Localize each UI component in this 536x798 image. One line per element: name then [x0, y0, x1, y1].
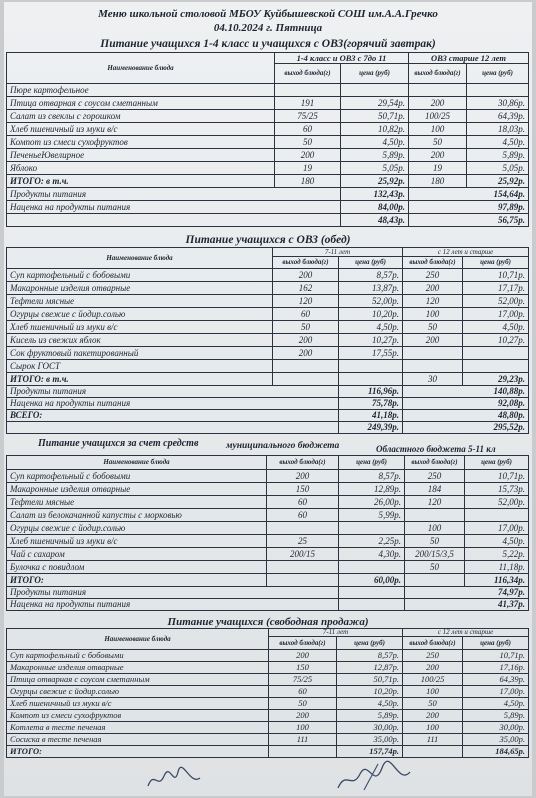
portion-value-2: 200	[403, 662, 463, 674]
portion-value-2: 250	[403, 650, 463, 662]
portion-value	[267, 574, 339, 587]
portion-value: 60	[267, 509, 339, 522]
summary-label	[7, 214, 341, 227]
summary-value-2: 154,64р.	[409, 188, 529, 201]
portion-value-2: 180	[409, 175, 467, 188]
summary-label: ВСЕГО:	[7, 410, 339, 422]
dish-name: Салат из свеклы с горошком	[7, 110, 275, 123]
free-sale-title: Питание учащихся (свободная продажа)	[167, 616, 369, 628]
table-row	[7, 97, 529, 110]
portion-value	[275, 84, 341, 97]
breakfast-rows	[7, 84, 529, 188]
portion-value: 100	[269, 722, 337, 734]
table-row	[7, 548, 529, 561]
summary-value-2: 92,08р.	[403, 398, 529, 410]
summary-value-2: 97,89р.	[409, 201, 529, 214]
portion-value: 191	[275, 97, 341, 110]
dish-name: Огурцы свежие с йодир.солью	[7, 686, 269, 698]
table-row	[7, 746, 529, 758]
price-value-2	[463, 360, 529, 373]
breakfast-col-out-2: выход блюда(г)	[409, 64, 467, 84]
price-value: 4,30р.	[339, 548, 405, 561]
price-value-2: 29,23р.	[463, 373, 529, 386]
breakfast-col-price: цена (руб)	[341, 64, 409, 84]
signature-left	[144, 764, 204, 794]
table-row	[7, 674, 529, 686]
summary-label: Продукты питания	[7, 188, 341, 201]
dish-name: ИТОГО: в т.ч.	[7, 373, 273, 386]
portion-value-2: 50	[405, 535, 465, 548]
price-value-2: 5,89р.	[463, 710, 529, 722]
portion-value-2: 120	[405, 496, 465, 509]
lunch-summary	[7, 386, 529, 434]
portion-value: 50	[269, 698, 337, 710]
portion-value-2: 100	[403, 686, 463, 698]
dish-name: Суп картофельный с бобовыми	[7, 470, 267, 483]
price-value-2: 17,17р.	[463, 282, 529, 295]
dish-name: Суп картофельный с бобовыми	[7, 650, 269, 662]
lunch-title: Питание учащихся с ОВЗ (обед)	[185, 234, 351, 246]
price-value: 13,87р.	[339, 282, 403, 295]
portion-value-2: 19	[409, 162, 467, 175]
summary-label: Наценка на продукты питания	[7, 201, 341, 214]
price-value	[339, 360, 403, 373]
summary-label: Продукты питания	[7, 386, 339, 398]
dish-name: Компот из смеси сухофруктов	[7, 710, 269, 722]
price-value: 10,27р.	[339, 334, 403, 347]
portion-value-2: 30	[403, 373, 463, 386]
free-sale-rows	[7, 650, 529, 758]
free-sale-col-price-2: цена (руб)	[463, 637, 529, 650]
portion-value: 60	[269, 686, 337, 698]
free-sale-group-left: 7-11 лет	[269, 629, 403, 637]
price-value-2: 52,00р.	[465, 496, 529, 509]
municipal-col-out-2: выход блюда(г)	[405, 456, 465, 470]
lunch-col-out: выход блюда(г)	[273, 257, 339, 269]
price-value-2: 30,86р.	[467, 97, 529, 110]
price-value: 50,71р.	[337, 674, 403, 686]
portion-value-2: 100	[403, 722, 463, 734]
municipal-table	[6, 455, 529, 611]
price-value: 52,00р.	[339, 295, 403, 308]
lunch-group-left: 7-11 лет	[273, 248, 403, 257]
portion-value	[267, 561, 339, 574]
price-value-2	[463, 347, 529, 360]
summary-label: Наценка на продукты питания	[7, 599, 339, 611]
dish-name: Птица отварная с соусом сметанным	[7, 97, 275, 110]
price-value-2: 35,00р.	[463, 734, 529, 746]
table-row	[7, 162, 529, 175]
breakfast-col-price-2: цена (руб)	[467, 64, 529, 84]
lunch-col-name: Наименование блюда	[7, 248, 273, 269]
portion-value-2: 250	[403, 269, 463, 282]
free-sale-col-out: выход блюда(г)	[269, 637, 337, 650]
price-value-2: 4,50р.	[467, 136, 529, 149]
portion-value: 25	[267, 535, 339, 548]
dish-name: Хлеб пшеничный из муки в/с	[7, 535, 267, 548]
portion-value-2: 100/25	[403, 674, 463, 686]
price-value: 29,54р.	[341, 97, 409, 110]
table-row	[7, 321, 529, 334]
portion-value	[273, 373, 339, 386]
dish-name: Кисель из свежих яблок	[7, 334, 273, 347]
price-value: 12,87р.	[337, 662, 403, 674]
portion-value	[269, 746, 337, 758]
summary-value: 249,39р.	[339, 422, 403, 434]
breakfast-group-right: ОВЗ старше 12 лет	[409, 53, 529, 64]
price-value-2: 5,89р.	[467, 149, 529, 162]
municipal-title-mid: муниципального бюджета	[226, 441, 340, 451]
breakfast-title: Питание учащихся 1-4 класс и учащихся с ОВЗ(горячий завтрак)	[100, 38, 436, 50]
price-value-2: 4,50р.	[463, 321, 529, 334]
table-row	[7, 373, 529, 386]
portion-value: 75/25	[269, 674, 337, 686]
price-value-2: 4,50р.	[463, 698, 529, 710]
table-row	[7, 123, 529, 136]
table-row	[7, 282, 529, 295]
menu-title: Меню школьной столовой МБОУ Куйбышевской СОШ им.А.А.Гречко	[98, 8, 438, 20]
portion-value	[267, 522, 339, 535]
summary-value-2: 295,52р.	[403, 422, 529, 434]
portion-value-2: 200	[409, 149, 467, 162]
table-row	[7, 561, 529, 574]
summary-value: 48,43р.	[341, 214, 409, 227]
dish-name: Макаронные изделия отварные	[7, 282, 273, 295]
dish-name: Огурцы свежие с йодир.солью	[7, 308, 273, 321]
table-row	[7, 110, 529, 123]
table-row	[7, 509, 529, 522]
price-value-2: 17,00р.	[465, 522, 529, 535]
portion-value: 111	[269, 734, 337, 746]
price-value-2: 18,03р.	[467, 123, 529, 136]
price-value: 10,20р.	[337, 686, 403, 698]
portion-value: 200/15	[267, 548, 339, 561]
price-value: 5,99р.	[339, 509, 405, 522]
price-value: 8,57р.	[337, 650, 403, 662]
price-value-2: 10,71р.	[465, 470, 529, 483]
dish-name: Сок фруктовый пакетированный	[7, 347, 273, 360]
table-row	[7, 175, 529, 188]
portion-value-2: 50	[409, 136, 467, 149]
table-row	[7, 650, 529, 662]
signature-right	[334, 760, 414, 794]
municipal-col-name: Наименование блюда	[7, 456, 267, 470]
table-row	[7, 496, 529, 509]
portion-value: 75/25	[275, 110, 341, 123]
portion-value-2: 250	[405, 470, 465, 483]
price-value	[341, 84, 409, 97]
summary-row	[7, 386, 529, 398]
portion-value-2: 50	[405, 561, 465, 574]
dish-name: ПеченьеЮвелирное	[7, 149, 275, 162]
portion-value: 60	[267, 496, 339, 509]
price-value-2: 30,00р.	[463, 722, 529, 734]
lunch-col-price: цена (руб)	[339, 257, 403, 269]
summary-row	[7, 398, 529, 410]
dish-name: Булочка с повидлом	[7, 561, 267, 574]
free-sale-col-name: Наименование блюда	[7, 629, 269, 650]
breakfast-group-left: 1-4 класс и ОВЗ с 7до 11	[275, 53, 409, 64]
municipal-col-out: выход блюда(г)	[267, 456, 339, 470]
price-value: 5,89р.	[337, 710, 403, 722]
portion-value: 19	[275, 162, 341, 175]
dish-name: Хлеб пшеничный из муки в/с	[7, 123, 275, 136]
free-sale-group-right: с 12 лет и старше	[403, 629, 529, 637]
price-value	[339, 522, 405, 535]
portion-value-2	[403, 347, 463, 360]
portion-value: 60	[273, 308, 339, 321]
free-sale-col-out-2: выход блюда(г)	[403, 637, 463, 650]
portion-value: 150	[267, 483, 339, 496]
price-value-2: 64,39р.	[463, 674, 529, 686]
dish-name: Котлета в тесте печеная	[7, 722, 269, 734]
price-value: 26,00р.	[339, 496, 405, 509]
portion-value-2	[403, 746, 463, 758]
price-value: 4,50р.	[337, 698, 403, 710]
price-value-2: 10,27р.	[463, 334, 529, 347]
dish-name: Макаронные изделия отварные	[7, 662, 269, 674]
portion-value-2: 50	[403, 698, 463, 710]
table-row	[7, 662, 529, 674]
summary-label: Продукты питания	[7, 587, 339, 599]
municipal-rows	[7, 470, 529, 587]
price-value-2: 5,22р.	[465, 548, 529, 561]
price-value-2: 4,50р.	[465, 535, 529, 548]
portion-value: 200	[269, 710, 337, 722]
portion-value: 200	[267, 470, 339, 483]
summary-row	[7, 422, 529, 434]
table-row	[7, 269, 529, 282]
portion-value: 200	[273, 269, 339, 282]
summary-value: 41,18р.	[339, 410, 403, 422]
portion-value: 200	[273, 347, 339, 360]
dish-name: Птица отварная с соусом сметанным	[7, 674, 269, 686]
table-row	[7, 710, 529, 722]
dish-name: Тефтели мясные	[7, 295, 273, 308]
price-value: 10,20р.	[339, 308, 403, 321]
portion-value-2: 50	[403, 321, 463, 334]
price-value: 17,55р.	[339, 347, 403, 360]
portion-value: 200	[275, 149, 341, 162]
free-sale-table	[6, 628, 529, 758]
price-value: 2,25р.	[339, 535, 405, 548]
price-value-2: 5,05р.	[467, 162, 529, 175]
price-value-2: 52,00р.	[463, 295, 529, 308]
summary-value-2: 74,97р.	[405, 587, 529, 599]
price-value: 50,71р.	[341, 110, 409, 123]
dish-name: Макаронные изделия отварные	[7, 483, 267, 496]
portion-value-2: 184	[405, 483, 465, 496]
portion-value-2: 100	[403, 308, 463, 321]
portion-value-2: 100	[409, 123, 467, 136]
price-value: 10,82р.	[341, 123, 409, 136]
summary-value-2: 41,37р.	[405, 599, 529, 611]
municipal-col-price-2: цена (руб)	[465, 456, 529, 470]
portion-value-2	[409, 84, 467, 97]
price-value	[339, 561, 405, 574]
price-value: 8,57р.	[339, 269, 403, 282]
summary-row	[7, 587, 529, 599]
table-row	[7, 347, 529, 360]
summary-row	[7, 201, 529, 214]
table-row	[7, 522, 529, 535]
lunch-table	[6, 247, 529, 434]
lunch-group-right: с 12 лет и старше	[403, 248, 529, 257]
price-value: 30,00р.	[337, 722, 403, 734]
summary-value-2: 48,80р.	[403, 410, 529, 422]
municipal-col-price: цена (руб)	[339, 456, 405, 470]
summary-value	[339, 599, 405, 611]
portion-value-2: 100/25	[409, 110, 467, 123]
free-sale-col-price: цена (руб)	[337, 637, 403, 650]
portion-value: 60	[275, 123, 341, 136]
breakfast-table	[6, 52, 529, 227]
portion-value: 120	[273, 295, 339, 308]
summary-value-2: 56,75р.	[409, 214, 529, 227]
dish-name: Сосиска в тесте печеная	[7, 734, 269, 746]
table-row	[7, 470, 529, 483]
dish-name: Суп картофельный с бобовыми	[7, 269, 273, 282]
summary-row	[7, 214, 529, 227]
summary-row	[7, 599, 529, 611]
summary-value: 84,00р.	[341, 201, 409, 214]
municipal-col-header-row	[7, 456, 529, 470]
portion-value-2: 200	[409, 97, 467, 110]
dish-name: Огурцы свежие с йодир.солью	[7, 522, 267, 535]
table-row	[7, 535, 529, 548]
portion-value: 50	[275, 136, 341, 149]
price-value-2: 10,71р.	[463, 650, 529, 662]
portion-value: 180	[275, 175, 341, 188]
summary-value	[339, 587, 405, 599]
price-value-2	[465, 509, 529, 522]
dish-name: Салат из белокачанной капусты с морковью	[7, 509, 267, 522]
price-value-2: 17,16р.	[463, 662, 529, 674]
price-value-2: 64,39р.	[467, 110, 529, 123]
portion-value	[273, 360, 339, 373]
dish-name: ИТОГО:	[7, 746, 269, 758]
price-value: 60,00р.	[339, 574, 405, 587]
menu-date: 04.10.2024 г. Пятница	[213, 22, 323, 34]
portion-value: 50	[273, 321, 339, 334]
portion-value: 162	[273, 282, 339, 295]
table-row	[7, 483, 529, 496]
breakfast-col-name: Наименование блюда	[7, 53, 275, 84]
price-value: 4,50р.	[339, 321, 403, 334]
price-value: 35,00р.	[337, 734, 403, 746]
portion-value-2: 200/15/3,5	[405, 548, 465, 561]
price-value: 157,74р.	[337, 746, 403, 758]
price-value: 12,89р.	[339, 483, 405, 496]
dish-name: Сырок ГОСТ	[7, 360, 273, 373]
price-value: 5,05р.	[341, 162, 409, 175]
breakfast-col-out: выход блюда(г)	[275, 64, 341, 84]
municipal-title-right: Областного бюджета 5-11 кл	[376, 444, 496, 454]
lunch-rows	[7, 269, 529, 386]
table-row	[7, 84, 529, 97]
summary-label	[7, 422, 339, 434]
dish-name: Пюре картофельное	[7, 84, 275, 97]
municipal-title: Питание учащихся за счет средств	[38, 438, 199, 449]
portion-value-2: 111	[403, 734, 463, 746]
portion-value-2: 200	[403, 334, 463, 347]
table-row	[7, 722, 529, 734]
summary-row	[7, 410, 529, 422]
breakfast-group-row	[7, 53, 529, 64]
price-value: 8,57р.	[339, 470, 405, 483]
table-row	[7, 308, 529, 321]
table-row	[7, 149, 529, 162]
summary-value-2: 140,88р.	[403, 386, 529, 398]
dish-name: Хлеб пшеничный из муки в/с	[7, 321, 273, 334]
price-value-2: 116,34р.	[465, 574, 529, 587]
summary-value: 116,96р.	[339, 386, 403, 398]
summary-value: 75,78р.	[339, 398, 403, 410]
dish-name: Компот из смеси сухофруктов	[7, 136, 275, 149]
price-value-2: 15,73р.	[465, 483, 529, 496]
dish-name: Яблоко	[7, 162, 275, 175]
free-sale-group-row	[7, 629, 529, 637]
portion-value-2: 100	[405, 522, 465, 535]
table-row	[7, 734, 529, 746]
price-value-2: 11,18р.	[465, 561, 529, 574]
summary-value: 132,43р.	[341, 188, 409, 201]
dish-name: Тефтели мясные	[7, 496, 267, 509]
table-row	[7, 136, 529, 149]
table-row	[7, 360, 529, 373]
price-value-2: 17,00р.	[463, 686, 529, 698]
dish-name: Хлеб пшеничный из муки в/с	[7, 698, 269, 710]
price-value-2: 10,71р.	[463, 269, 529, 282]
dish-name: ИТОГО:	[7, 574, 267, 587]
portion-value: 200	[269, 650, 337, 662]
portion-value-2: 200	[403, 282, 463, 295]
table-row	[7, 574, 529, 587]
table-row	[7, 295, 529, 308]
summary-label: Наценка на продукты питания	[7, 398, 339, 410]
portion-value-2	[403, 360, 463, 373]
dish-name: Чай с сахаром	[7, 548, 267, 561]
price-value-2: 25,92р.	[467, 175, 529, 188]
table-row	[7, 686, 529, 698]
lunch-col-price-2: цена (руб)	[463, 257, 529, 269]
menu-sheet	[4, 2, 532, 796]
price-value	[339, 373, 403, 386]
breakfast-summary	[7, 188, 529, 227]
summary-row	[7, 188, 529, 201]
price-value: 25,92р.	[341, 175, 409, 188]
portion-value-2: 200	[403, 710, 463, 722]
lunch-col-out-2: выход блюда(г)	[403, 257, 463, 269]
portion-value-2	[405, 509, 465, 522]
portion-value: 200	[273, 334, 339, 347]
dish-name: ИТОГО: в т.ч.	[7, 175, 275, 188]
lunch-group-row	[7, 248, 529, 257]
price-value-2: 17,00р.	[463, 308, 529, 321]
table-row	[7, 698, 529, 710]
table-row	[7, 334, 529, 347]
portion-value-2: 120	[403, 295, 463, 308]
price-value-2	[467, 84, 529, 97]
municipal-summary	[7, 587, 529, 611]
price-value: 4,50р.	[341, 136, 409, 149]
price-value: 5,89р.	[341, 149, 409, 162]
portion-value-2	[405, 574, 465, 587]
portion-value: 150	[269, 662, 337, 674]
price-value-2: 184,65р.	[463, 746, 529, 758]
